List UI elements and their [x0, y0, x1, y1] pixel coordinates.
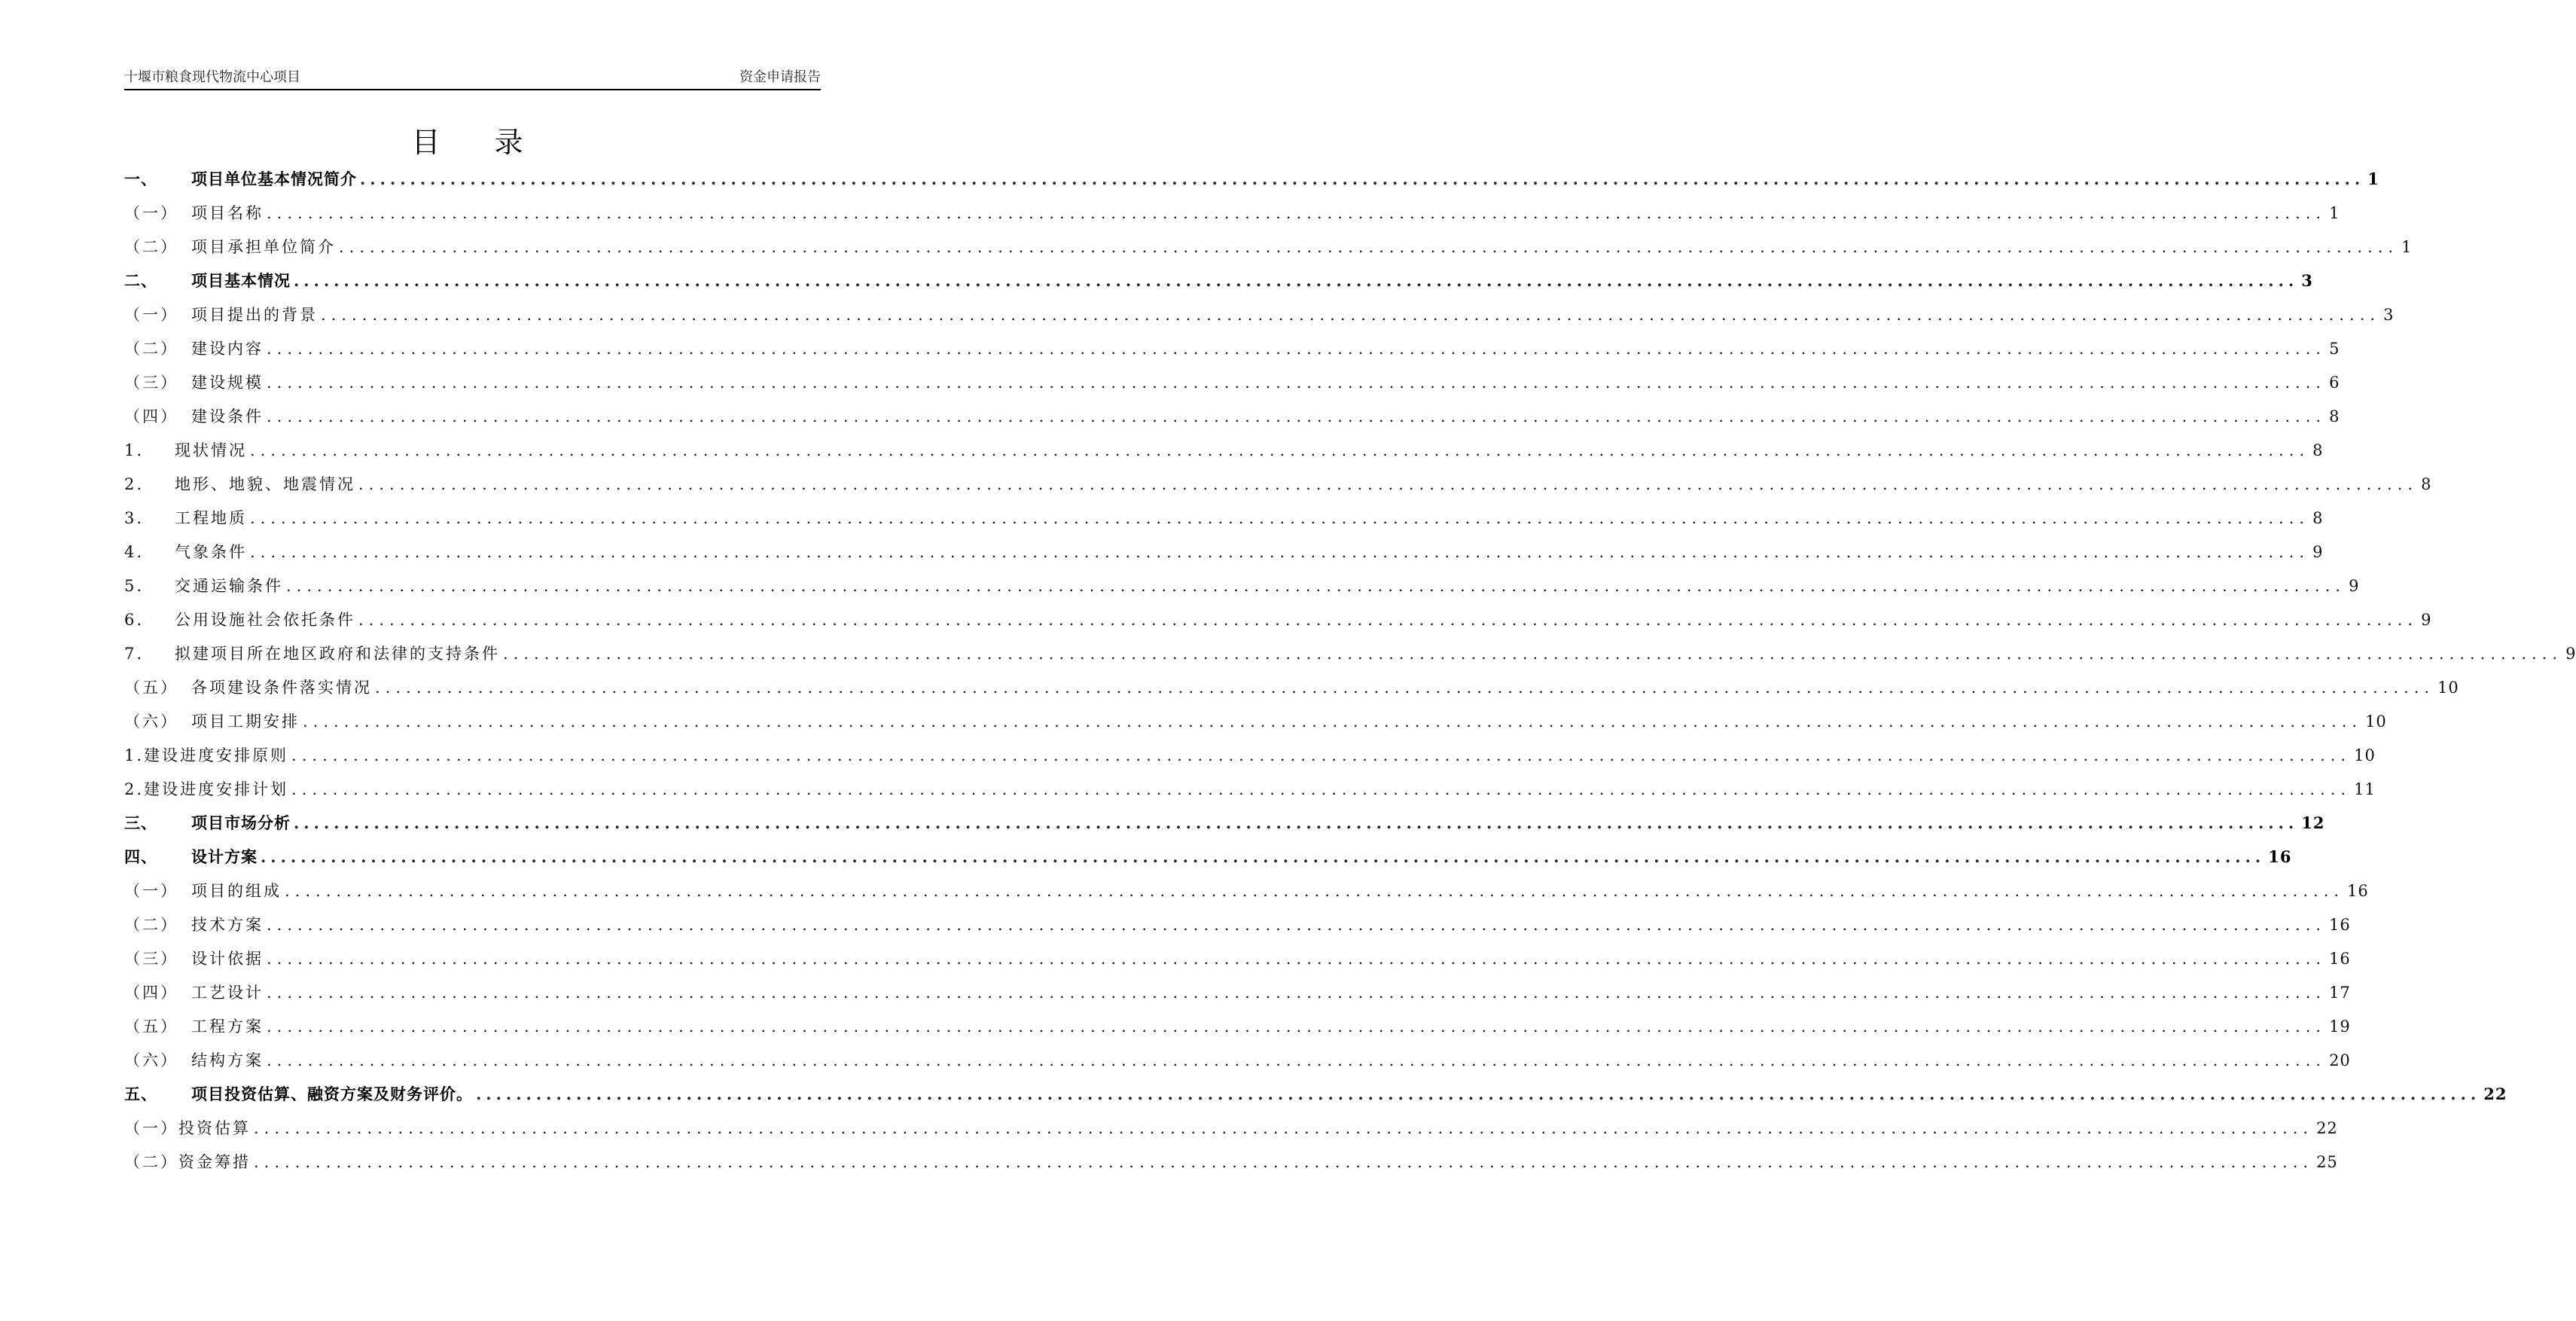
toc-dot-leader: ........................................................................................................................................................................................................ — [321, 306, 2381, 324]
toc-dot-leader: ........................................................................................................................................................................................................ — [291, 746, 2352, 764]
toc-page-number: 22 — [2483, 1085, 2507, 1103]
toc-dot-leader: ........................................................................................................................................................................................................ — [303, 712, 2363, 731]
toc-entry-title: 项目投资估算、融资方案及财务评价。 — [191, 1085, 473, 1103]
toc-dot-leader: ........................................................................................................................................................................................................ — [267, 950, 2327, 968]
toc-dot-leader: ........................................................................................................................................................................................................ — [250, 509, 2310, 527]
toc-page-number: 1 — [2329, 204, 2340, 222]
toc-entry-number: 五、 — [124, 1085, 157, 1103]
toc-dot-leader: ........................................................................................................................................................................................................ — [267, 984, 2327, 1002]
toc-entry[interactable] — [124, 574, 2360, 608]
toc-entry[interactable] — [124, 201, 2340, 235]
toc-entry-number: （六） — [124, 712, 178, 731]
toc-page-number: 5 — [2329, 340, 2340, 358]
page-title: 目 录 — [411, 126, 546, 159]
toc-entry[interactable] — [124, 811, 2325, 845]
toc-page-number: 22 — [2316, 1119, 2338, 1137]
table-of-contents — [124, 167, 2576, 1184]
toc-entry[interactable] — [124, 845, 2292, 879]
toc-entry-title: 技术方案 — [191, 916, 264, 934]
toc-entry-title: 项目名称 — [191, 204, 264, 222]
toc-dot-leader: ........................................................................................................................................................................................................ — [267, 204, 2327, 222]
toc-page-number: 10 — [2365, 712, 2387, 731]
toc-dot-leader: ........................................................................................................................................................................................................ — [267, 340, 2327, 358]
toc-entry-title: 投资估算 — [178, 1119, 251, 1137]
toc-dot-leader: ........................................................................................................................................................................................................ — [267, 1017, 2327, 1036]
toc-entry-number: 4. — [124, 543, 145, 561]
toc-entry-title: 项目的组成 — [191, 882, 282, 900]
toc-dot-leader: ........................................................................................................................................................................................................ — [250, 441, 2310, 459]
toc-page-number: 1 — [2401, 238, 2413, 256]
toc-entry-title: 建设规模 — [191, 374, 264, 392]
toc-entry[interactable] — [124, 269, 2313, 303]
toc-page-number: 16 — [2347, 882, 2369, 900]
toc-entry[interactable] — [124, 709, 2387, 743]
toc-page-number: 8 — [2329, 407, 2340, 426]
toc-page-number: 8 — [2312, 441, 2324, 459]
toc-entry-number: （六） — [124, 1051, 178, 1069]
toc-entry-title: 现状情况 — [175, 441, 247, 459]
toc-entry[interactable] — [124, 947, 2351, 981]
toc-page-number: 9 — [2421, 611, 2432, 629]
toc-entry[interactable] — [124, 608, 2432, 642]
toc-dot-leader: ........................................................................................................................................................................................................ — [503, 645, 2563, 663]
toc-page-number: 17 — [2329, 984, 2351, 1002]
toc-entry-title: 资金筹措 — [178, 1153, 251, 1171]
toc-entry[interactable] — [124, 743, 2376, 777]
toc-page-number: 20 — [2329, 1051, 2351, 1069]
toc-entry-number: 2. — [124, 475, 145, 493]
toc-page-number: 11 — [2354, 780, 2376, 798]
toc-entry-number: （一） — [124, 204, 178, 222]
header-project-name: 十堰市粮食现代物流中心项目 — [124, 69, 300, 85]
toc-page-number: 10 — [2354, 746, 2376, 764]
toc-entry-number: 5. — [124, 577, 145, 595]
toc-entry-title: 气象条件 — [175, 543, 247, 561]
toc-dot-leader: ........................................................................................................................................................................................................ — [360, 169, 2365, 188]
toc-entry-number: （二） — [124, 340, 178, 358]
toc-entry[interactable] — [124, 540, 2324, 574]
toc-entry-title: 工程地质 — [175, 509, 247, 527]
toc-entry-title: 建设进度安排原则 — [144, 746, 289, 764]
toc-entry-number: 7. — [124, 645, 145, 663]
toc-entry[interactable] — [124, 472, 2432, 506]
toc-page-number: 19 — [2329, 1017, 2351, 1036]
toc-dot-leader: ........................................................................................................................................................................................................ — [358, 475, 2419, 493]
running-header — [124, 66, 821, 90]
toc-entry[interactable] — [124, 303, 2395, 337]
toc-entry[interactable] — [124, 642, 2576, 676]
toc-dot-leader: ........................................................................................................................................................................................................ — [294, 813, 2299, 832]
toc-dot-leader: ........................................................................................................................................................................................................ — [267, 407, 2327, 426]
toc-entry-number: （三） — [124, 374, 178, 392]
toc-entry[interactable] — [124, 1082, 2507, 1116]
toc-entry-title: 设计依据 — [191, 950, 264, 968]
toc-entry[interactable] — [124, 371, 2340, 404]
toc-entry-title: 建设进度安排计划 — [144, 780, 289, 798]
toc-entry-number: （四） — [124, 984, 178, 1002]
toc-dot-leader: ........................................................................................................................................................................................................ — [250, 543, 2310, 561]
toc-entry-number: （一） — [124, 306, 178, 324]
toc-entry-number: （四） — [124, 407, 178, 426]
toc-entry[interactable] — [124, 879, 2369, 913]
toc-entry[interactable] — [124, 404, 2340, 438]
toc-page-number: 12 — [2301, 813, 2325, 832]
toc-entry-title: 地形、地貌、地震情况 — [175, 475, 355, 493]
toc-entry[interactable] — [124, 1014, 2351, 1048]
toc-page-number: 1 — [2367, 169, 2379, 188]
toc-entry[interactable] — [124, 1048, 2351, 1082]
toc-entry-title: 交通运输条件 — [175, 577, 283, 595]
toc-dot-leader: ........................................................................................................................................................................................................ — [261, 847, 2266, 866]
toc-page-number: 9 — [2312, 543, 2324, 561]
toc-page-number: 9 — [2565, 645, 2576, 663]
toc-entry-number: （五） — [124, 679, 178, 697]
toc-entry-number: （一） — [124, 882, 178, 900]
toc-dot-leader: ........................................................................................................................................................................................................ — [254, 1153, 2314, 1171]
toc-dot-leader: ........................................................................................................................................................................................................ — [267, 916, 2327, 934]
toc-entry-title: 各项建设条件落实情况 — [191, 679, 372, 697]
toc-entry-title: 设计方案 — [191, 847, 258, 866]
toc-entry-title: 项目基本情况 — [191, 271, 291, 290]
toc-page-number: 16 — [2268, 847, 2292, 866]
toc-page-number: 25 — [2316, 1153, 2338, 1171]
toc-entry-number: （三） — [124, 950, 178, 968]
toc-entry-number: 三、 — [124, 813, 157, 832]
toc-entry-number: 二、 — [124, 271, 157, 290]
toc-entry-title: 项目单位基本情况简介 — [191, 169, 357, 188]
toc-page-number: 9 — [2349, 577, 2360, 595]
toc-entry[interactable] — [124, 1116, 2338, 1150]
toc-dot-leader: ........................................................................................................................................................................................................ — [375, 679, 2435, 697]
toc-page-number: 3 — [2383, 306, 2395, 324]
toc-page-number: 3 — [2301, 271, 2313, 290]
toc-dot-leader: ........................................................................................................................................................................................................ — [294, 271, 2299, 290]
toc-entry-number: （一） — [124, 1119, 178, 1137]
toc-entry[interactable] — [124, 1150, 2338, 1184]
toc-page-number: 6 — [2329, 374, 2340, 392]
toc-page-number: 8 — [2312, 509, 2324, 527]
toc-entry-title: 项目提出的背景 — [191, 306, 318, 324]
toc-dot-leader: ........................................................................................................................................................................................................ — [267, 374, 2327, 392]
toc-entry-number: 6. — [124, 611, 145, 629]
toc-page-number: 10 — [2437, 679, 2459, 697]
toc-dot-leader: ........................................................................................................................................................................................................ — [286, 577, 2346, 595]
toc-dot-leader: ........................................................................................................................................................................................................ — [339, 238, 2399, 256]
toc-entry-number: 1. — [124, 746, 145, 764]
toc-entry-number: 3. — [124, 509, 145, 527]
toc-entry-title: 公用设施社会依托条件 — [175, 611, 355, 629]
toc-entry-number: 2. — [124, 780, 145, 798]
toc-entry-title: 建设条件 — [191, 407, 264, 426]
toc-entry-title: 结构方案 — [191, 1051, 264, 1069]
toc-page-number: 16 — [2329, 950, 2351, 968]
toc-entry-number: 一、 — [124, 169, 157, 188]
toc-entry[interactable] — [124, 777, 2376, 811]
toc-entry-title: 建设内容 — [191, 340, 264, 358]
toc-entry[interactable] — [124, 235, 2413, 269]
toc-dot-leader: ........................................................................................................................................................................................................ — [267, 1051, 2327, 1069]
toc-entry[interactable] — [124, 506, 2324, 540]
toc-dot-leader: ........................................................................................................................................................................................................ — [476, 1085, 2481, 1103]
toc-entry-number: 1. — [124, 441, 145, 459]
toc-entry[interactable] — [124, 167, 2379, 201]
toc-entry[interactable] — [124, 438, 2324, 472]
toc-entry[interactable] — [124, 676, 2459, 709]
toc-entry-number: （五） — [124, 1017, 178, 1036]
toc-entry-title: 拟建项目所在地区政府和法律的支持条件 — [175, 645, 500, 663]
toc-entry-title: 项目承担单位简介 — [191, 238, 336, 256]
toc-dot-leader: ........................................................................................................................................................................................................ — [285, 882, 2345, 900]
header-report-type: 资金申请报告 — [739, 69, 821, 85]
toc-entry[interactable] — [124, 337, 2340, 371]
toc-entry-title: 工程方案 — [191, 1017, 264, 1036]
toc-page-number: 8 — [2421, 475, 2432, 493]
toc-entry-title: 项目工期安排 — [191, 712, 300, 731]
toc-entry[interactable] — [124, 913, 2351, 947]
toc-dot-leader: ........................................................................................................................................................................................................ — [254, 1119, 2314, 1137]
toc-page-number: 16 — [2329, 916, 2351, 934]
toc-entry-number: （二） — [124, 916, 178, 934]
toc-entry-number: （二） — [124, 238, 178, 256]
toc-dot-leader: ........................................................................................................................................................................................................ — [358, 611, 2419, 629]
toc-entry-number: 四、 — [124, 847, 157, 866]
toc-dot-leader: ........................................................................................................................................................................................................ — [291, 780, 2352, 798]
toc-entry-number: （二） — [124, 1153, 178, 1171]
toc-entry-title: 工艺设计 — [191, 984, 264, 1002]
toc-entry-title: 项目市场分析 — [191, 813, 291, 832]
toc-entry[interactable] — [124, 981, 2351, 1014]
